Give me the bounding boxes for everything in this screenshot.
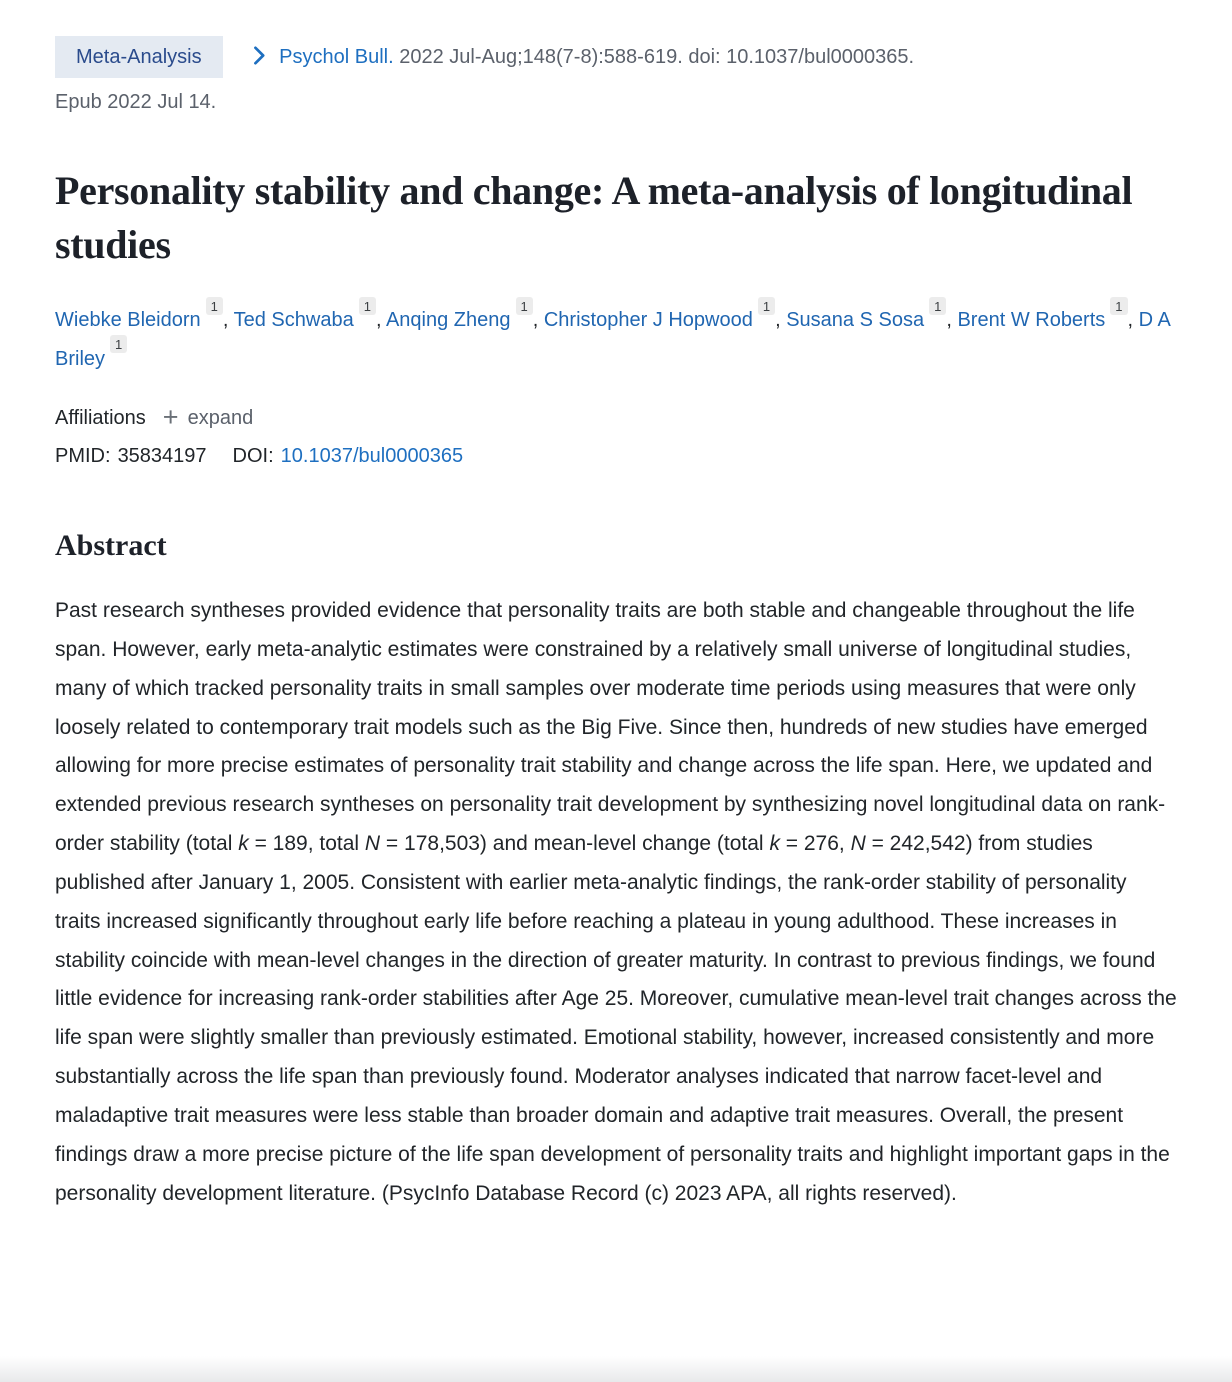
pmid-value: 35834197 [117,444,207,467]
author-link[interactable]: D A Briley [55,309,1170,370]
author-item [786,298,958,332]
author-separator: , [1127,309,1139,332]
plus-icon: + [162,401,179,432]
affiliations-label: Affiliations [55,406,146,429]
affiliation-superscript[interactable]: 1 [929,297,946,315]
doi-link[interactable]: 10.1037/bul0000365 [280,444,464,467]
author-separator: , [222,309,234,332]
author-separator: , [946,309,958,332]
author-separator: , [375,309,386,332]
author-link[interactable]: Anqing Zheng [385,309,511,332]
author-item [543,298,787,332]
author-list [55,298,1177,378]
author-link[interactable]: Ted Schwaba [233,309,354,332]
affiliation-superscript[interactable]: 1 [359,297,376,315]
affiliation-superscript[interactable]: 1 [110,335,127,353]
affiliation-superscript[interactable]: 1 [758,297,775,315]
citation-detail-text: 2022 Jul-Aug;148(7-8):588-619. doi: 10.1037/bul0000365. [399,46,915,68]
journal-link[interactable]: Psychol Bull. [279,46,394,68]
chevron-right-icon [253,38,265,81]
abstract-text: Past research syntheses provided evidence that personality traits are both stable and changeable throughout the life span. However, early meta-analytic estimates were constrained by a relatively small universe of longitudinal studies, many of which tracked personality traits in small samples over moderate time periods using measures that were only loosely related to contemporary trait models such as the Big Five. Since then, hundreds of new studies have emerged allowing for more precise estimates of personality trait stability and change across the life span. Here, we updated and extended previous research syntheses on personality trait development by synthesizing novel longitudinal data on rank-order stability (total k = 189, total N = 178,503) and mean-level change (total k = 276, N = 242,542) from studies published after January 1, 2005. Consistent with earlier meta-analytic findings, the rank-order stability of personality traits increased significantly throughout early life before reaching a plateau in young adulthood. These increases in stability coincide with mean-level changes in the direction of greater maturity. In contrast to previous findings, we found little evidence for increasing rank-order stabilities after Age 25. Moreover, cumulative mean-level trait changes across the life span were slightly smaller than previously estimated. Emotional stability, however, increased consistently and more substantially across the life span than previously found. Moderator analyses indicated that narrow facet-level and maladaptive trait measures were less stable than broader domain and adaptive trait measures. Overall, the present findings draw a more precise picture of the life span development of personality traits and highlight important gaps in the personality development literature. (PsycInfo Database Record (c) 2023 APA, all rights reserved). [55,598,1177,1205]
author-link[interactable]: Brent W Roberts [957,309,1106,332]
epub-date-text: Epub 2022 Jul 14. [55,91,217,113]
affiliation-superscript[interactable]: 1 [516,297,533,315]
page-title: Personality stability and change: A meta-analysis of longitudinal studies [55,168,1133,267]
affiliation-superscript[interactable]: 1 [1110,297,1127,315]
doi-label: DOI: [232,444,274,467]
author-item [55,298,234,332]
author-item [233,298,386,332]
affiliations-expand-button[interactable] [55,402,1177,433]
author-link[interactable]: Susana S Sosa [786,309,925,332]
author-link[interactable]: Wiebke Bleidorn [55,309,201,332]
author-separator: , [775,309,787,332]
expand-label: expand [187,406,254,429]
citation-line [55,36,1177,124]
publication-type-badge[interactable]: Meta-Analysis [55,36,223,78]
bottom-fade-divider [0,1356,1232,1382]
pmid-label: PMID: [55,444,111,467]
author-link[interactable]: Christopher J Hopwood [543,309,753,332]
affiliation-superscript[interactable]: 1 [206,297,223,315]
identifiers-row [55,445,1177,468]
abstract-heading: Abstract [55,528,167,562]
author-separator: , [532,309,544,332]
author-item [957,298,1139,332]
author-item [385,298,544,332]
